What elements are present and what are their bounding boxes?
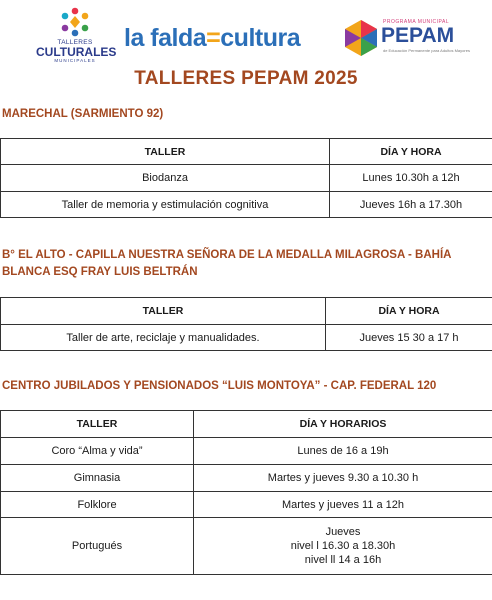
schedule-table-el-alto	[0, 297, 492, 351]
talleres-logo-top: TALLERES	[57, 39, 93, 46]
cell-taller: Portugués	[1, 518, 194, 575]
table-row	[1, 518, 492, 575]
section-heading-marechal: MARECHAL (SARMIENTO 92)	[2, 108, 164, 120]
talleres-culturales-logo	[36, 6, 117, 64]
people-circle-icon	[58, 6, 92, 38]
table-row	[1, 165, 492, 192]
cell-horario: Martes y jueves 9.30 a 10.30 h	[194, 465, 492, 492]
table-header-row	[1, 298, 492, 325]
pepam-hexagon-icon	[343, 19, 379, 57]
cell-horario: Jueves 15 30 a 17 h	[326, 325, 492, 351]
falda-logo-part1: la falda	[124, 24, 207, 52]
pepam-logo	[343, 19, 470, 61]
column-header-dia-hora: DÍA Y HORA	[326, 298, 492, 325]
falda-logo-equals: =	[206, 24, 221, 52]
column-header-taller: TALLER	[1, 298, 326, 325]
cell-taller: Gimnasia	[1, 465, 194, 492]
header	[0, 4, 492, 66]
schedule-table-marechal	[0, 138, 492, 218]
table-header-row	[1, 411, 492, 438]
horario-line: Jueves	[325, 526, 361, 538]
cell-horario: Lunes de 16 a 19h	[194, 438, 492, 465]
cell-taller: Biodanza	[1, 165, 330, 192]
talleres-logo-main: CULTURALES	[36, 45, 117, 59]
cell-taller: Taller de arte, reciclaje y manualidades.	[1, 325, 326, 351]
section-heading-el-alto: B° EL ALTO - CAPILLA NUESTRA SEÑORA DE LA MEDALLA MILAGROSA - BAHÍA BLANCA ESQ FRAY LUIS BELTRÁN	[2, 249, 452, 278]
pepam-logo-top: PROGRAMA MUNICIPAL	[383, 19, 450, 25]
cell-taller: Taller de memoria y estimulación cognitiva	[1, 192, 330, 218]
falda-logo-part2: cultura	[220, 24, 301, 52]
table-row	[1, 438, 492, 465]
table-header-row	[1, 139, 492, 165]
horario-line: nivel ll 14 a 16h	[304, 554, 382, 566]
column-header-dia-hora: DÍA Y HORA	[330, 139, 492, 165]
pepam-logo-main: PEPAM	[381, 24, 455, 47]
talleres-logo-bottom: MUNICIPALES	[54, 58, 96, 63]
table-row	[1, 465, 492, 492]
column-header-taller: TALLER	[1, 139, 330, 165]
table-row	[1, 325, 492, 351]
la-falda-cultura-logo	[124, 24, 300, 52]
horario-line: nivel l 16.30 a 18.30h	[290, 540, 396, 552]
schedule-table-luis-montoya	[0, 410, 492, 575]
cell-taller: Folklore	[1, 492, 194, 518]
pepam-logo-sub: de Educación Permanente para Adultos Mayores	[383, 48, 470, 53]
column-header-taller: TALLER	[1, 411, 194, 438]
cell-horario: Martes y jueves 11 a 12h	[194, 492, 492, 518]
cell-horario-multiline	[194, 518, 492, 575]
cell-horario: Lunes 10.30h a 12h	[330, 165, 492, 192]
column-header-dia-horarios: DÍA Y HORARIOS	[194, 411, 492, 438]
page-title: TALLERES PEPAM 2025	[134, 68, 358, 89]
cell-taller: Coro “Alma y vida”	[1, 438, 194, 465]
section-heading-luis-montoya: CENTRO JUBILADOS Y PENSIONADOS “LUIS MONTOYA” - CAP. FEDERAL 120	[2, 380, 437, 392]
table-row	[1, 492, 492, 518]
table-row	[1, 192, 492, 218]
cell-horario: Jueves 16h a 17.30h	[330, 192, 492, 218]
